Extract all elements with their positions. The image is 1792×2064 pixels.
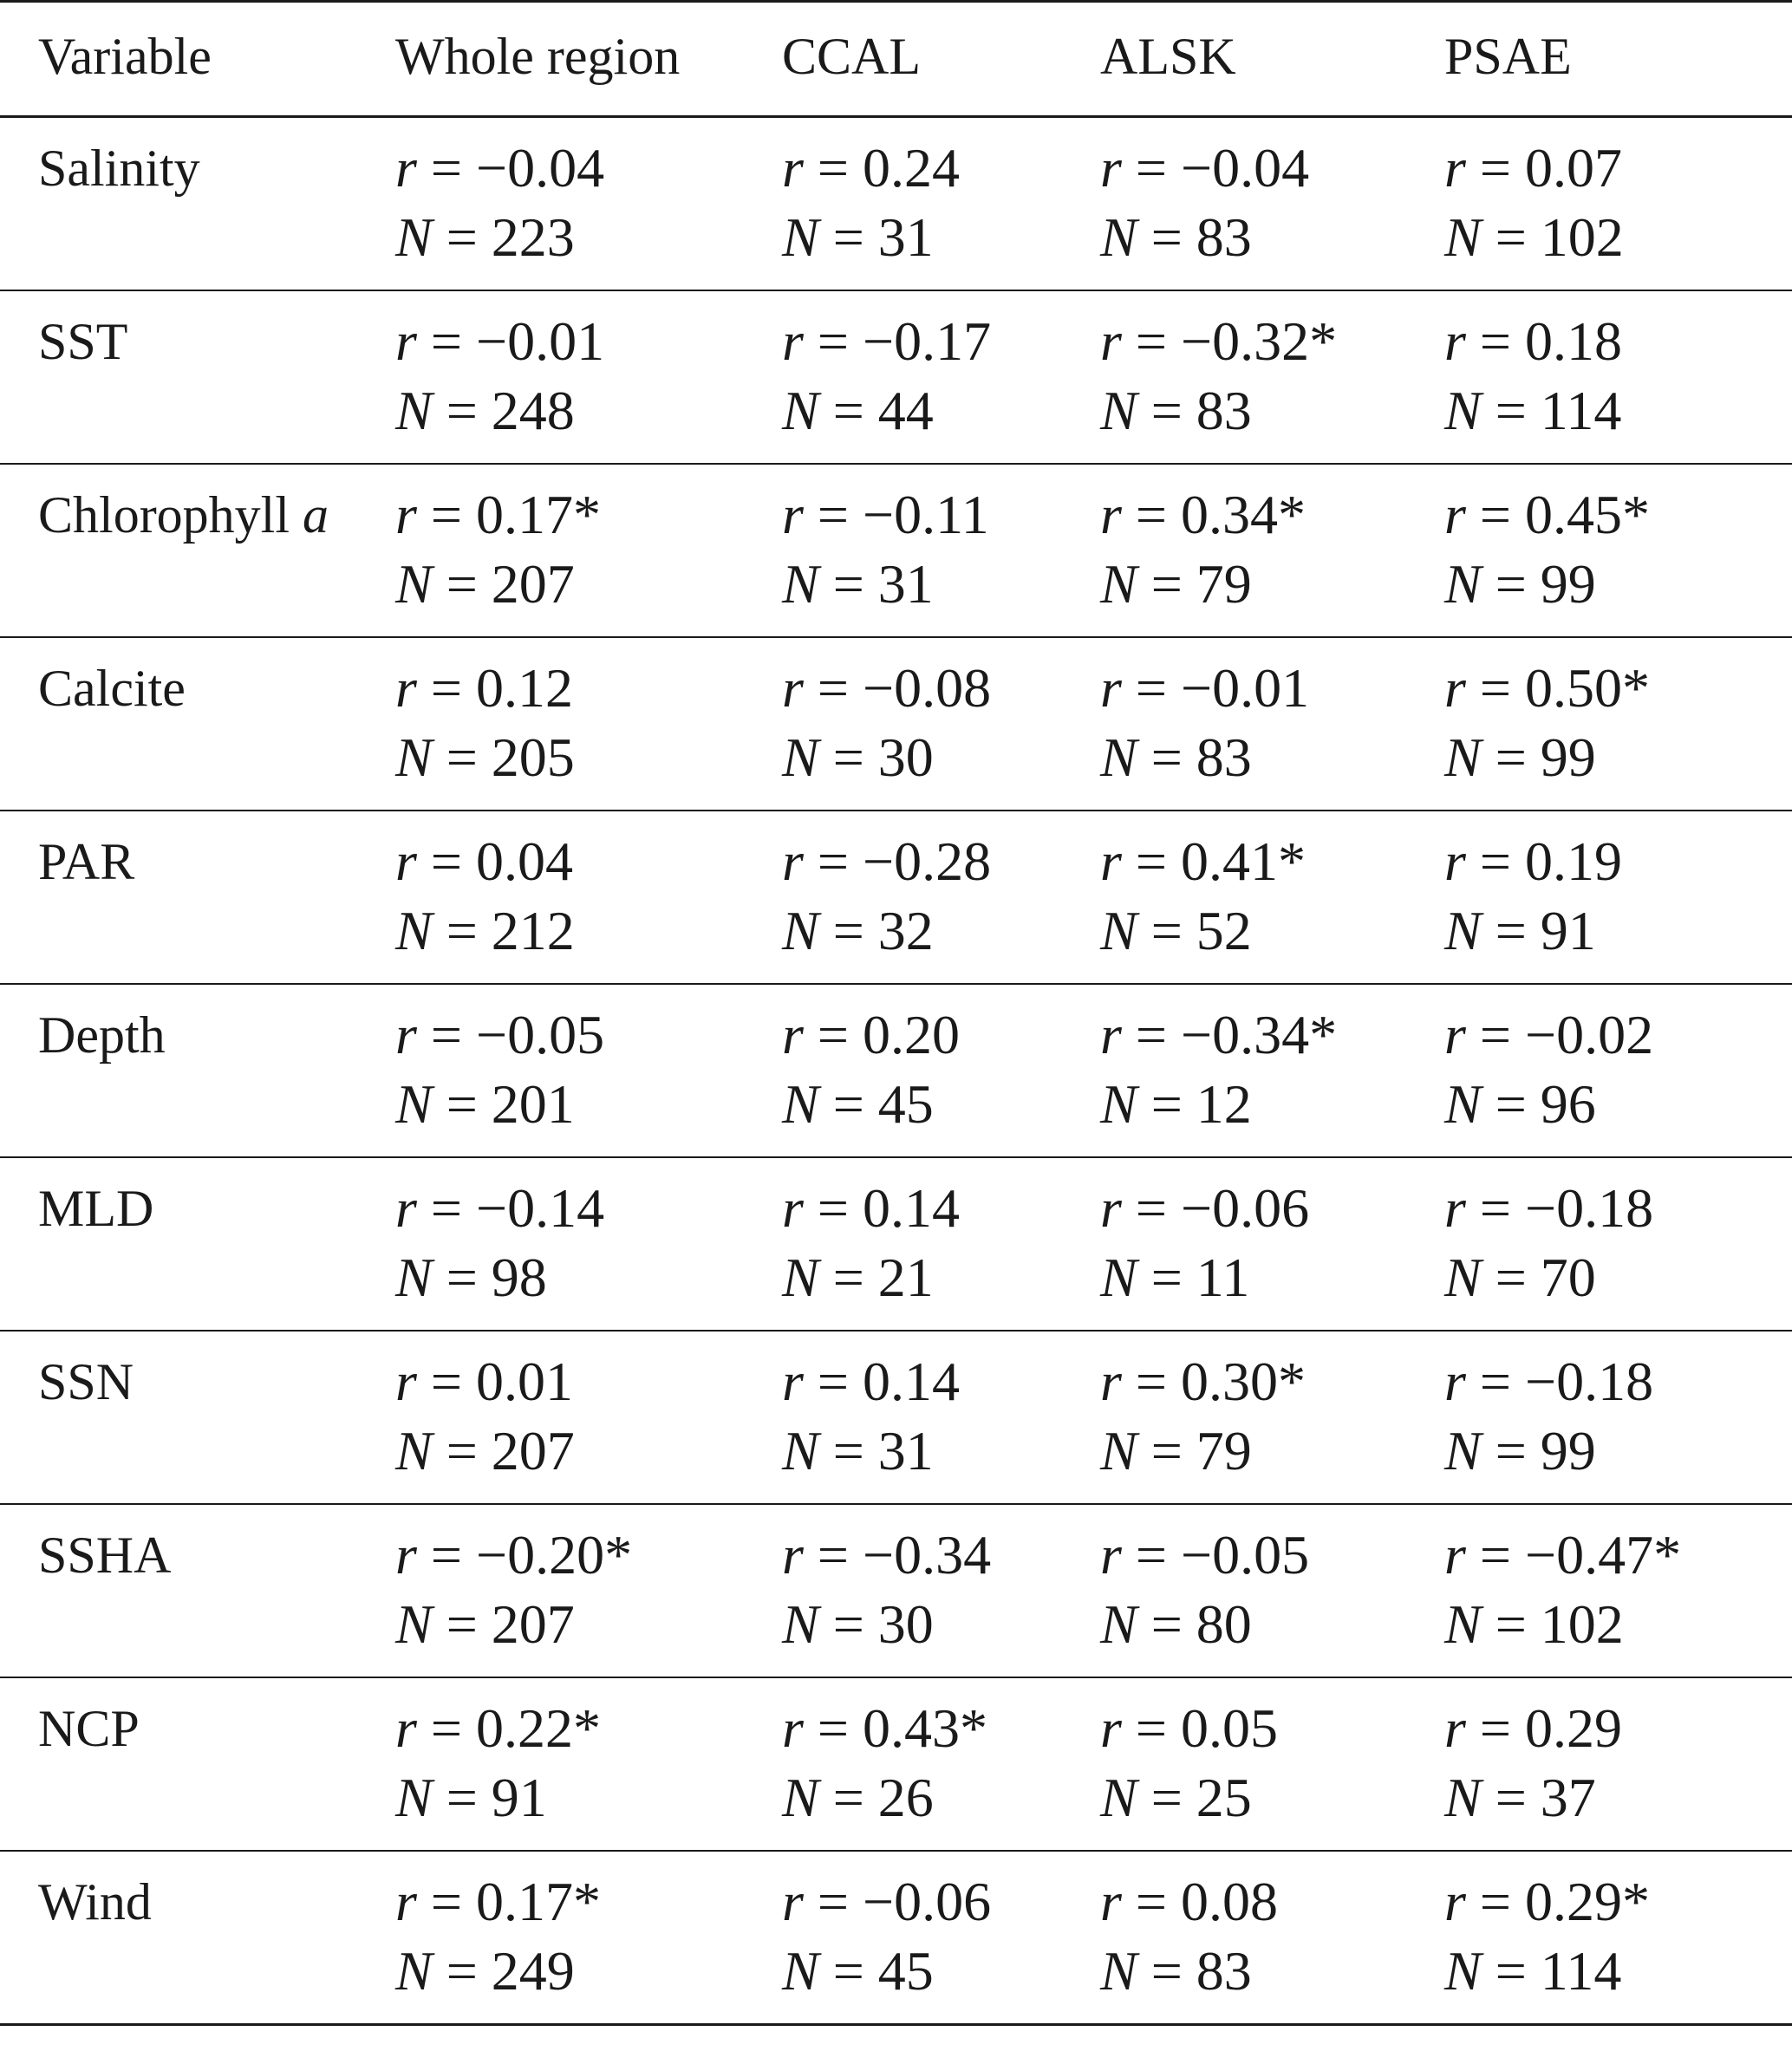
correlation-value: r = 0.17* bbox=[395, 1871, 601, 1932]
table-row bbox=[0, 637, 1792, 811]
table-row bbox=[0, 117, 1792, 291]
stat-symbol: r bbox=[1444, 1004, 1466, 1065]
table-row bbox=[0, 290, 1792, 464]
correlation-value: r = 0.14 bbox=[782, 1351, 960, 1412]
table-row bbox=[0, 1504, 1792, 1677]
correlation-value: r = −0.34 bbox=[782, 1524, 992, 1585]
sample-size-value: N = 205 bbox=[395, 726, 575, 788]
stat-symbol: N bbox=[395, 900, 433, 961]
stat-cell bbox=[395, 1851, 782, 2025]
correlation-value: r = 0.50* bbox=[1444, 657, 1650, 719]
stat-symbol: r bbox=[1444, 1871, 1466, 1932]
sample-size-value: N = 30 bbox=[782, 1593, 934, 1655]
table-header bbox=[0, 2, 1792, 117]
stat-cell bbox=[1444, 1851, 1792, 2025]
stat-symbol: N bbox=[782, 1073, 819, 1135]
sample-size-value: N = 83 bbox=[1100, 1940, 1252, 2002]
stat-cell bbox=[1100, 1851, 1444, 2025]
stat-symbol: r bbox=[782, 1004, 804, 1065]
stat-symbol: r bbox=[782, 657, 804, 719]
stat-symbol: r bbox=[1444, 830, 1466, 892]
stat-symbol: N bbox=[782, 1420, 819, 1481]
sample-size-value: N = 30 bbox=[782, 726, 934, 788]
correlation-value: r = −0.08 bbox=[782, 657, 992, 719]
correlation-value: r = −0.02 bbox=[1444, 1004, 1654, 1065]
correlation-value: r = 0.34* bbox=[1100, 484, 1306, 545]
sample-size-value: N = 32 bbox=[782, 900, 934, 961]
variable-name: SSHA bbox=[38, 1527, 172, 1584]
variable-name: Salinity bbox=[38, 140, 200, 197]
stat-cell bbox=[1100, 1504, 1444, 1677]
sample-size-value: N = 98 bbox=[395, 1247, 547, 1308]
stat-cell bbox=[1444, 1504, 1792, 1677]
stat-symbol: N bbox=[782, 1940, 819, 2002]
correlation-value: r = −0.14 bbox=[395, 1177, 605, 1239]
sample-size-value: N = 45 bbox=[782, 1940, 934, 2002]
stat-cell bbox=[782, 984, 1100, 1157]
stat-symbol: r bbox=[782, 1177, 804, 1239]
sample-size-value: N = 37 bbox=[1444, 1767, 1596, 1828]
variable-cell bbox=[0, 1331, 395, 1504]
correlation-value: r = −0.47* bbox=[1444, 1524, 1682, 1585]
sample-size-value: N = 91 bbox=[1444, 900, 1596, 961]
sample-size-value: N = 102 bbox=[1444, 1593, 1624, 1655]
sample-size-value: N = 99 bbox=[1444, 1420, 1596, 1481]
stat-cell bbox=[395, 1677, 782, 1851]
table-row bbox=[0, 1677, 1792, 1851]
stat-symbol: r bbox=[1444, 310, 1466, 372]
stat-symbol: N bbox=[1100, 553, 1137, 615]
stat-symbol: N bbox=[782, 726, 819, 788]
stat-symbol: r bbox=[1100, 484, 1122, 545]
stat-symbol: r bbox=[1444, 1524, 1466, 1585]
stat-symbol: N bbox=[1100, 380, 1137, 441]
stat-symbol: N bbox=[395, 1940, 433, 2002]
stat-symbol: r bbox=[395, 830, 417, 892]
stat-cell bbox=[1100, 117, 1444, 291]
correlation-value: r = 0.19 bbox=[1444, 830, 1622, 892]
stat-symbol: N bbox=[1100, 1247, 1137, 1308]
sample-size-value: N = 31 bbox=[782, 206, 934, 268]
correlation-value: r = 0.14 bbox=[782, 1177, 960, 1239]
correlation-value: r = 0.01 bbox=[395, 1351, 573, 1412]
stat-cell bbox=[1444, 1157, 1792, 1331]
variable-name: MLD bbox=[38, 1180, 154, 1237]
sample-size-value: N = 83 bbox=[1100, 726, 1252, 788]
correlation-value: r = −0.04 bbox=[395, 137, 605, 199]
stat-symbol: N bbox=[395, 1247, 433, 1308]
header-whole-region: Whole region bbox=[395, 2, 782, 117]
sample-size-value: N = 70 bbox=[1444, 1247, 1596, 1308]
stat-cell bbox=[1100, 464, 1444, 637]
stat-cell bbox=[782, 1504, 1100, 1677]
correlation-value: r = −0.11 bbox=[782, 484, 989, 545]
header-alsk: ALSK bbox=[1100, 2, 1444, 117]
stat-symbol: N bbox=[395, 1593, 433, 1655]
stat-symbol: N bbox=[782, 1247, 819, 1308]
variable-name: NCP bbox=[38, 1700, 140, 1757]
correlation-value: r = −0.01 bbox=[395, 310, 605, 372]
stat-cell bbox=[395, 464, 782, 637]
stat-symbol: N bbox=[395, 553, 433, 615]
stat-cell bbox=[782, 1331, 1100, 1504]
stat-symbol: r bbox=[1444, 1351, 1466, 1412]
sample-size-value: N = 102 bbox=[1444, 206, 1624, 268]
stat-symbol: r bbox=[1100, 1524, 1122, 1585]
table-body bbox=[0, 117, 1792, 2025]
stat-symbol: N bbox=[1444, 1420, 1482, 1481]
sample-size-value: N = 207 bbox=[395, 553, 575, 615]
stat-symbol: r bbox=[395, 137, 417, 199]
sample-size-value: N = 114 bbox=[1444, 1940, 1622, 2002]
stat-cell bbox=[395, 637, 782, 811]
stat-symbol: N bbox=[1444, 1073, 1482, 1135]
table-row bbox=[0, 984, 1792, 1157]
stat-cell bbox=[782, 1157, 1100, 1331]
stat-symbol: N bbox=[782, 900, 819, 961]
stat-cell bbox=[1444, 637, 1792, 811]
correlation-value: r = −0.32* bbox=[1100, 310, 1338, 372]
correlation-value: r = −0.28 bbox=[782, 830, 992, 892]
stat-symbol: N bbox=[1100, 1593, 1137, 1655]
stat-symbol: N bbox=[782, 1767, 819, 1828]
variable-name: Calcite bbox=[38, 660, 186, 717]
sample-size-value: N = 249 bbox=[395, 1940, 575, 2002]
correlation-value: r = −0.18 bbox=[1444, 1177, 1654, 1239]
stat-symbol: r bbox=[1444, 1697, 1466, 1759]
stat-symbol: N bbox=[782, 553, 819, 615]
variable-name-suffix: a bbox=[303, 486, 329, 544]
stat-symbol: r bbox=[1444, 137, 1466, 199]
stat-cell bbox=[782, 1677, 1100, 1851]
correlation-value: r = −0.01 bbox=[1100, 657, 1310, 719]
stat-symbol: r bbox=[782, 830, 804, 892]
stat-symbol: N bbox=[782, 206, 819, 268]
variable-cell bbox=[0, 1504, 395, 1677]
stat-cell bbox=[395, 290, 782, 464]
sample-size-value: N = 207 bbox=[395, 1593, 575, 1655]
sample-size-value: N = 79 bbox=[1100, 553, 1252, 615]
stat-symbol: N bbox=[1444, 726, 1482, 788]
correlation-value: r = −0.05 bbox=[395, 1004, 605, 1065]
correlation-value: r = −0.06 bbox=[782, 1871, 992, 1932]
correlation-value: r = 0.45* bbox=[1444, 484, 1650, 545]
correlation-value: r = 0.24 bbox=[782, 137, 960, 199]
stat-cell bbox=[1100, 1677, 1444, 1851]
stat-symbol: r bbox=[1100, 137, 1122, 199]
variable-cell bbox=[0, 984, 395, 1157]
stat-cell bbox=[782, 637, 1100, 811]
header-psae: PSAE bbox=[1444, 2, 1792, 117]
stat-symbol: N bbox=[1100, 726, 1137, 788]
sample-size-value: N = 96 bbox=[1444, 1073, 1596, 1135]
stat-cell bbox=[1100, 984, 1444, 1157]
stat-symbol: r bbox=[1100, 1697, 1122, 1759]
correlation-value: r = −0.17 bbox=[782, 310, 992, 372]
stat-cell bbox=[1100, 290, 1444, 464]
stat-cell bbox=[395, 1157, 782, 1331]
stat-symbol: r bbox=[1100, 1871, 1122, 1932]
sample-size-value: N = 11 bbox=[1100, 1247, 1250, 1308]
correlation-value: r = 0.29 bbox=[1444, 1697, 1622, 1759]
variable-name: Chlorophyll bbox=[38, 486, 303, 544]
stat-symbol: N bbox=[1100, 1073, 1137, 1135]
stat-cell bbox=[1100, 1157, 1444, 1331]
correlation-value: r = 0.04 bbox=[395, 830, 573, 892]
correlation-value: r = 0.43* bbox=[782, 1697, 987, 1759]
correlation-value: r = −0.18 bbox=[1444, 1351, 1654, 1412]
sample-size-value: N = 83 bbox=[1100, 380, 1252, 441]
stat-symbol: r bbox=[1100, 310, 1122, 372]
stat-symbol: N bbox=[395, 380, 433, 441]
sample-size-value: N = 223 bbox=[395, 206, 575, 268]
stat-cell bbox=[395, 1504, 782, 1677]
sample-size-value: N = 25 bbox=[1100, 1767, 1252, 1828]
correlation-value: r = 0.12 bbox=[395, 657, 573, 719]
correlation-value: r = −0.34* bbox=[1100, 1004, 1338, 1065]
correlation-value: r = −0.05 bbox=[1100, 1524, 1310, 1585]
variable-name: SSN bbox=[38, 1353, 134, 1410]
variable-name: Wind bbox=[38, 1873, 152, 1931]
stat-cell bbox=[395, 811, 782, 984]
stat-symbol: r bbox=[395, 657, 417, 719]
stat-cell bbox=[1444, 1331, 1792, 1504]
stat-symbol: r bbox=[395, 1351, 417, 1412]
correlation-value: r = 0.41* bbox=[1100, 830, 1306, 892]
sample-size-value: N = 83 bbox=[1100, 206, 1252, 268]
header-variable: Variable bbox=[0, 2, 395, 117]
sample-size-value: N = 80 bbox=[1100, 1593, 1252, 1655]
stat-cell bbox=[782, 1851, 1100, 2025]
sample-size-value: N = 21 bbox=[782, 1247, 934, 1308]
stat-symbol: r bbox=[395, 1004, 417, 1065]
stat-symbol: N bbox=[395, 1420, 433, 1481]
sample-size-value: N = 79 bbox=[1100, 1420, 1252, 1481]
stat-cell bbox=[1444, 117, 1792, 291]
stat-symbol: N bbox=[782, 1593, 819, 1655]
stat-symbol: r bbox=[782, 1697, 804, 1759]
stat-cell bbox=[782, 464, 1100, 637]
stat-symbol: N bbox=[1444, 1247, 1482, 1308]
table-row bbox=[0, 1851, 1792, 2025]
variable-name: SST bbox=[38, 313, 128, 370]
stat-cell bbox=[1444, 290, 1792, 464]
stat-symbol: r bbox=[1100, 1004, 1122, 1065]
stat-symbol: N bbox=[395, 726, 433, 788]
correlation-value: r = −0.04 bbox=[1100, 137, 1310, 199]
stat-symbol: N bbox=[1444, 1940, 1482, 2002]
variable-name: Depth bbox=[38, 1006, 166, 1064]
sample-size-value: N = 45 bbox=[782, 1073, 934, 1135]
correlation-value: r = 0.18 bbox=[1444, 310, 1622, 372]
stat-symbol: r bbox=[782, 310, 804, 372]
stat-symbol: r bbox=[1444, 657, 1466, 719]
stat-cell bbox=[1444, 1677, 1792, 1851]
stat-symbol: r bbox=[782, 484, 804, 545]
stat-symbol: N bbox=[395, 1073, 433, 1135]
sample-size-value: N = 99 bbox=[1444, 726, 1596, 788]
stat-cell bbox=[782, 290, 1100, 464]
stat-cell bbox=[1100, 1331, 1444, 1504]
stat-symbol: r bbox=[395, 1871, 417, 1932]
stat-symbol: N bbox=[1100, 1940, 1137, 2002]
stat-cell bbox=[1444, 984, 1792, 1157]
variable-cell bbox=[0, 117, 395, 291]
stat-symbol: N bbox=[395, 206, 433, 268]
stat-cell bbox=[1100, 811, 1444, 984]
stat-cell bbox=[782, 117, 1100, 291]
sample-size-value: N = 52 bbox=[1100, 900, 1252, 961]
stat-symbol: N bbox=[1100, 900, 1137, 961]
stat-symbol: r bbox=[782, 137, 804, 199]
stat-symbol: r bbox=[395, 310, 417, 372]
sample-size-value: N = 31 bbox=[782, 553, 934, 615]
correlation-value: r = 0.05 bbox=[1100, 1697, 1278, 1759]
stat-symbol: N bbox=[1444, 206, 1482, 268]
variable-cell bbox=[0, 1851, 395, 2025]
stat-symbol: r bbox=[1444, 1177, 1466, 1239]
correlation-value: r = 0.22* bbox=[395, 1697, 601, 1759]
correlation-value: r = 0.30* bbox=[1100, 1351, 1306, 1412]
stat-symbol: r bbox=[1444, 484, 1466, 545]
variable-cell bbox=[0, 1157, 395, 1331]
sample-size-value: N = 91 bbox=[395, 1767, 547, 1828]
table-row bbox=[0, 464, 1792, 637]
stat-cell bbox=[1444, 811, 1792, 984]
stat-symbol: r bbox=[782, 1871, 804, 1932]
header-row bbox=[0, 2, 1792, 117]
stat-symbol: N bbox=[1444, 1593, 1482, 1655]
sample-size-value: N = 207 bbox=[395, 1420, 575, 1481]
stat-symbol: r bbox=[395, 484, 417, 545]
stat-symbol: N bbox=[1100, 1420, 1137, 1481]
correlation-value: r = 0.29* bbox=[1444, 1871, 1650, 1932]
table-row bbox=[0, 1331, 1792, 1504]
sample-size-value: N = 31 bbox=[782, 1420, 934, 1481]
stat-symbol: r bbox=[782, 1524, 804, 1585]
correlation-value: r = −0.06 bbox=[1100, 1177, 1310, 1239]
sample-size-value: N = 212 bbox=[395, 900, 575, 961]
variable-cell bbox=[0, 464, 395, 637]
correlation-value: r = 0.08 bbox=[1100, 1871, 1278, 1932]
sample-size-value: N = 99 bbox=[1444, 553, 1596, 615]
table-row bbox=[0, 811, 1792, 984]
sample-size-value: N = 201 bbox=[395, 1073, 575, 1135]
stat-symbol: N bbox=[782, 380, 819, 441]
stat-symbol: N bbox=[1444, 1767, 1482, 1828]
sample-size-value: N = 12 bbox=[1100, 1073, 1252, 1135]
stat-cell bbox=[395, 117, 782, 291]
variable-name: PAR bbox=[38, 833, 135, 890]
stat-symbol: N bbox=[395, 1767, 433, 1828]
stat-symbol: N bbox=[1444, 900, 1482, 961]
stat-cell bbox=[1444, 464, 1792, 637]
correlation-value: r = 0.17* bbox=[395, 484, 601, 545]
stat-symbol: r bbox=[1100, 830, 1122, 892]
variable-cell bbox=[0, 1677, 395, 1851]
stat-cell bbox=[395, 1331, 782, 1504]
sample-size-value: N = 248 bbox=[395, 380, 575, 441]
stat-cell bbox=[395, 984, 782, 1157]
correlation-value: r = 0.07 bbox=[1444, 137, 1622, 199]
correlation-value: r = −0.20* bbox=[395, 1524, 633, 1585]
correlation-value: r = 0.20 bbox=[782, 1004, 960, 1065]
stat-symbol: r bbox=[1100, 1351, 1122, 1412]
stat-cell bbox=[1100, 637, 1444, 811]
stat-symbol: r bbox=[395, 1697, 417, 1759]
stat-symbol: r bbox=[395, 1177, 417, 1239]
sample-size-value: N = 44 bbox=[782, 380, 934, 441]
sample-size-value: N = 114 bbox=[1444, 380, 1622, 441]
stat-symbol: r bbox=[395, 1524, 417, 1585]
stat-symbol: r bbox=[1100, 657, 1122, 719]
stat-symbol: N bbox=[1100, 206, 1137, 268]
stat-symbol: N bbox=[1444, 380, 1482, 441]
header-ccal: CCAL bbox=[782, 2, 1100, 117]
sample-size-value: N = 26 bbox=[782, 1767, 934, 1828]
table-row bbox=[0, 1157, 1792, 1331]
stat-cell bbox=[782, 811, 1100, 984]
variable-cell bbox=[0, 637, 395, 811]
stat-symbol: r bbox=[1100, 1177, 1122, 1239]
variable-cell bbox=[0, 811, 395, 984]
stat-symbol: N bbox=[1100, 1767, 1137, 1828]
variable-cell bbox=[0, 290, 395, 464]
stat-symbol: N bbox=[1444, 553, 1482, 615]
stat-symbol: r bbox=[782, 1351, 804, 1412]
